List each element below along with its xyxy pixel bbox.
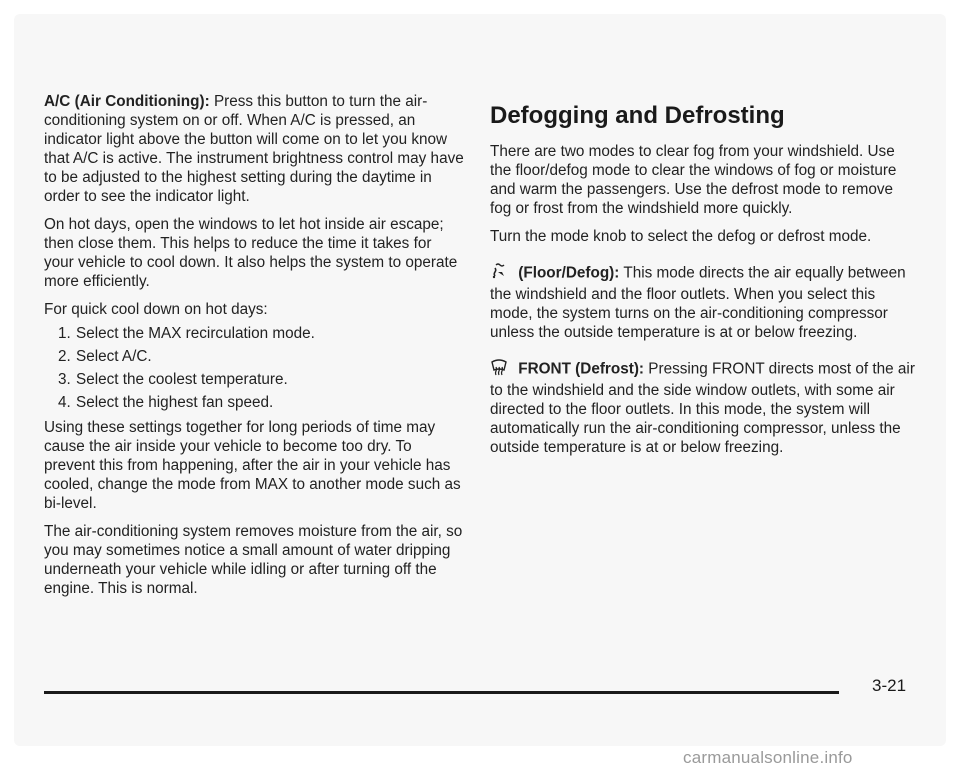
watermark: carmanualsonline.info — [683, 748, 853, 767]
front-defrost-paragraph — [490, 358, 915, 457]
step-text: Select the highest fan speed. — [76, 394, 274, 411]
step-text: Select the coolest temperature. — [76, 371, 288, 388]
front-defrost-icon — [490, 358, 508, 381]
step-item — [44, 370, 464, 389]
left-column — [44, 92, 464, 607]
ac-text: Press this button to turn the air-conditioning system on or off. When A/C is pressed, an indicator light above the button will come on to let you know that A/C is active. The instrument brightness control may have to be adjusted to the highest setting during the daytime in order to see the indicator light. — [44, 93, 464, 205]
step-item — [44, 393, 464, 412]
settings-warning-paragraph: Using these settings together for long periods of time may cause the air inside your vehicle to become too dry. To prevent this from happening, after the air in your vehicle has cooled, change the mode from MAX to another mode such as bi-level. — [44, 419, 461, 512]
quick-cool-steps — [44, 324, 464, 412]
front-defrost-label: FRONT (Defrost): — [518, 360, 645, 378]
floor-defog-icon — [490, 262, 508, 285]
ac-label: A/C (Air Conditioning): — [44, 93, 210, 110]
step-number: 3. — [58, 371, 71, 388]
step-text: Select A/C. — [76, 348, 152, 365]
ac-paragraph — [44, 92, 464, 206]
defog-intro-paragraph: There are two modes to clear fog from your windshield. Use the floor/defog mode to clear the windows of fog or moisture and warm the passengers. Use the defrost mode to remove fog or frost from the windshield more quickly. — [490, 143, 897, 217]
quick-cool-intro: For quick cool down on hot days: — [44, 301, 268, 318]
floor-defog-paragraph — [490, 262, 915, 342]
right-column — [490, 142, 915, 466]
step-number: 2. — [58, 348, 71, 365]
moisture-paragraph: The air-conditioning system removes moisture from the air, so you may sometimes notice a small amount of water dripping underneath your vehicle while idling or after turning off the engine. This is normal. — [44, 523, 463, 597]
step-number: 1. — [58, 325, 71, 342]
step-item — [44, 324, 464, 343]
step-text: Select the MAX recirculation mode. — [76, 325, 315, 342]
footer-rule — [44, 691, 839, 694]
page-number: 3-21 — [872, 676, 907, 695]
step-item — [44, 347, 464, 366]
front-defrost-text: Pressing FRONT directs most of the air to the windshield and the side window outlets, with some air directed to the floor outlets. In this mode, the system will automatically run the air-conditioning compressor, unless the outside temperature is at or below freezing. — [490, 360, 915, 456]
step-number: 4. — [58, 394, 71, 411]
mode-knob-paragraph: Turn the mode knob to select the defog or defrost mode. — [490, 228, 872, 245]
floor-defog-text: This mode directs the air equally between the windshield and the floor outlets. When you select this mode, the system turns on the air-conditioning compressor unless the outside temperature is at or below freezing. — [490, 264, 906, 341]
floor-defog-label: (Floor/Defog): — [518, 264, 620, 282]
section-title: Defogging and Defrosting — [490, 102, 785, 129]
hot-days-paragraph: On hot days, open the windows to let hot inside air escape; then close them. This helps to reduce the time it takes for your vehicle to cool down. It also helps the system to operate more efficiently. — [44, 216, 458, 290]
